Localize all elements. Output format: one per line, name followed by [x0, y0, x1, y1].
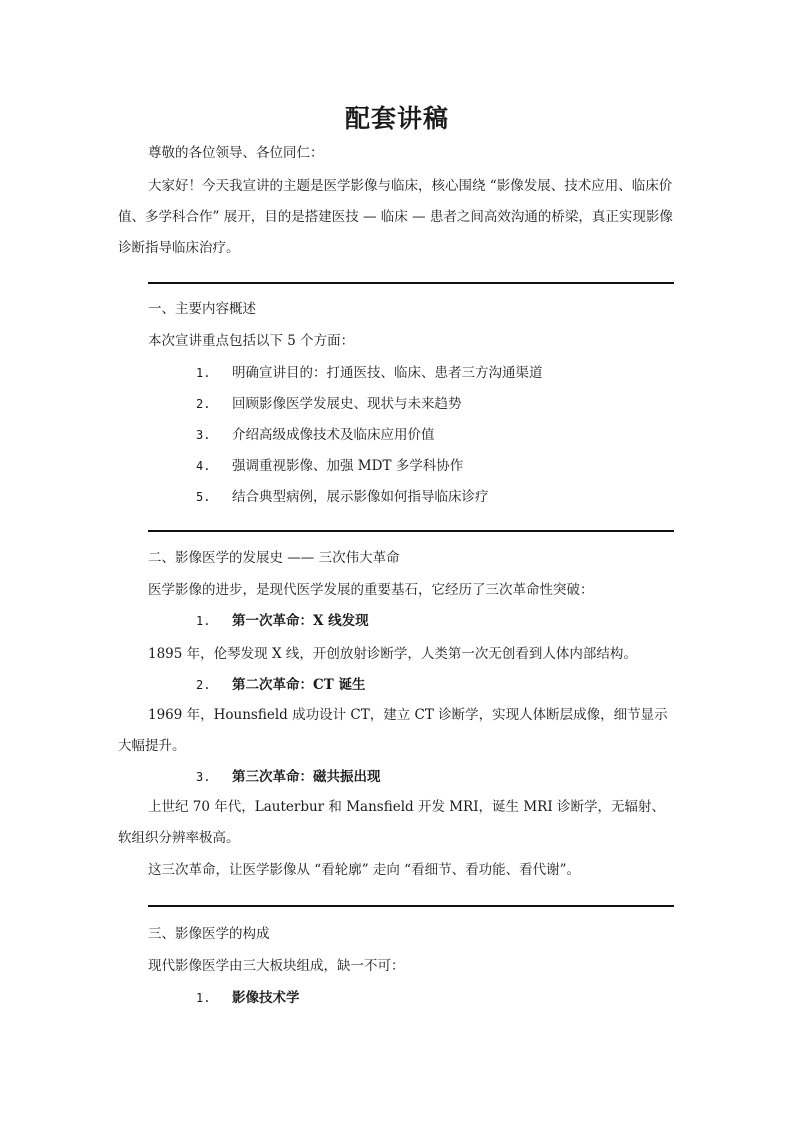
section-divider: [148, 530, 674, 532]
list-number: 1.: [196, 366, 211, 380]
list-text: 回顾影像医学发展史、现状与未来趋势: [232, 396, 462, 412]
revolution-title: 第一次革命：X 线发现: [232, 613, 369, 629]
list-item: [196, 395, 462, 413]
list-number: 1.: [196, 991, 211, 1005]
revolution-title: 第二次革命：CT 诞生: [232, 677, 366, 693]
list-text: 明确宣讲目的：打通医技、临床、患者三方沟通渠道: [232, 365, 543, 381]
section2-summary: 这三次革命，让医学影像从 “看轮廓” 走向 “看细节、看功能、看代谢”。: [148, 862, 580, 878]
revolution-text: 1895 年，伦琴发现 X 线，开创放射诊断学，人类第一次无创看到人体内部结构。: [148, 646, 637, 662]
revolution-item: [196, 612, 369, 630]
section-divider: [148, 905, 674, 907]
section1-lead: 本次宣讲重点包括以下 5 个方面：: [148, 333, 355, 349]
greeting: 尊敬的各位领导、各位同仁：: [148, 145, 324, 161]
revolution-text: 上世纪 70 年代，Lauterbur 和 Mansfield 开发 MRI，诞生 MRI 诊断学，无辐射、软组织分辨率极高。: [118, 799, 665, 846]
section2-heading: 二、影像医学的发展史 —— 三次伟大革命: [148, 550, 400, 566]
list-text: 强调重视影像、加强 MDT 多学科协作: [232, 458, 464, 474]
list-number: 3.: [196, 770, 211, 784]
list-number: 1.: [196, 614, 211, 628]
revolution-text: 1969 年，Hounsfield 成功设计 CT，建立 CT 诊断学，实现人体断层成像，细节显示大幅提升。: [118, 707, 668, 754]
section-divider: [148, 282, 674, 284]
document-title: 配套讲稿: [344, 104, 449, 133]
composition-item: [196, 989, 300, 1007]
list-text: 结合典型病例，展示影像如何指导临床诊疗: [232, 489, 489, 505]
list-number: 5.: [196, 490, 211, 504]
intro-paragraph: 大家好！今天我宣讲的主题是医学影像与临床，核心围绕 “影像发展、技术应用、临床价值、多学科合作” 展开，目的是搭建医技 — 临床 — 患者之间高效沟通的桥梁，真正实现影像诊断指导临床治疗。: [118, 178, 673, 256]
section3-heading: 三、影像医学的构成: [148, 926, 270, 942]
composition-title: 影像技术学: [232, 990, 300, 1006]
list-number: 3.: [196, 428, 211, 442]
section3-lead: 现代影像医学由三大板块组成，缺一不可：: [148, 958, 405, 974]
list-number: 4.: [196, 459, 211, 473]
list-number: 2.: [196, 397, 211, 411]
section2-lead: 医学影像的进步，是现代医学发展的重要基石，它经历了三次革命性突破：: [148, 582, 594, 598]
list-item: [196, 364, 543, 382]
list-number: 2.: [196, 678, 211, 692]
revolution-item: [196, 676, 366, 694]
list-text: 介绍高级成像技术及临床应用价值: [232, 427, 435, 443]
list-item: [196, 426, 435, 444]
revolution-title: 第三次革命：磁共振出现: [232, 769, 381, 785]
section1-heading: 一、主要内容概述: [148, 301, 256, 317]
revolution-item: [196, 768, 381, 786]
list-item: [196, 457, 463, 475]
list-item: [196, 488, 489, 506]
